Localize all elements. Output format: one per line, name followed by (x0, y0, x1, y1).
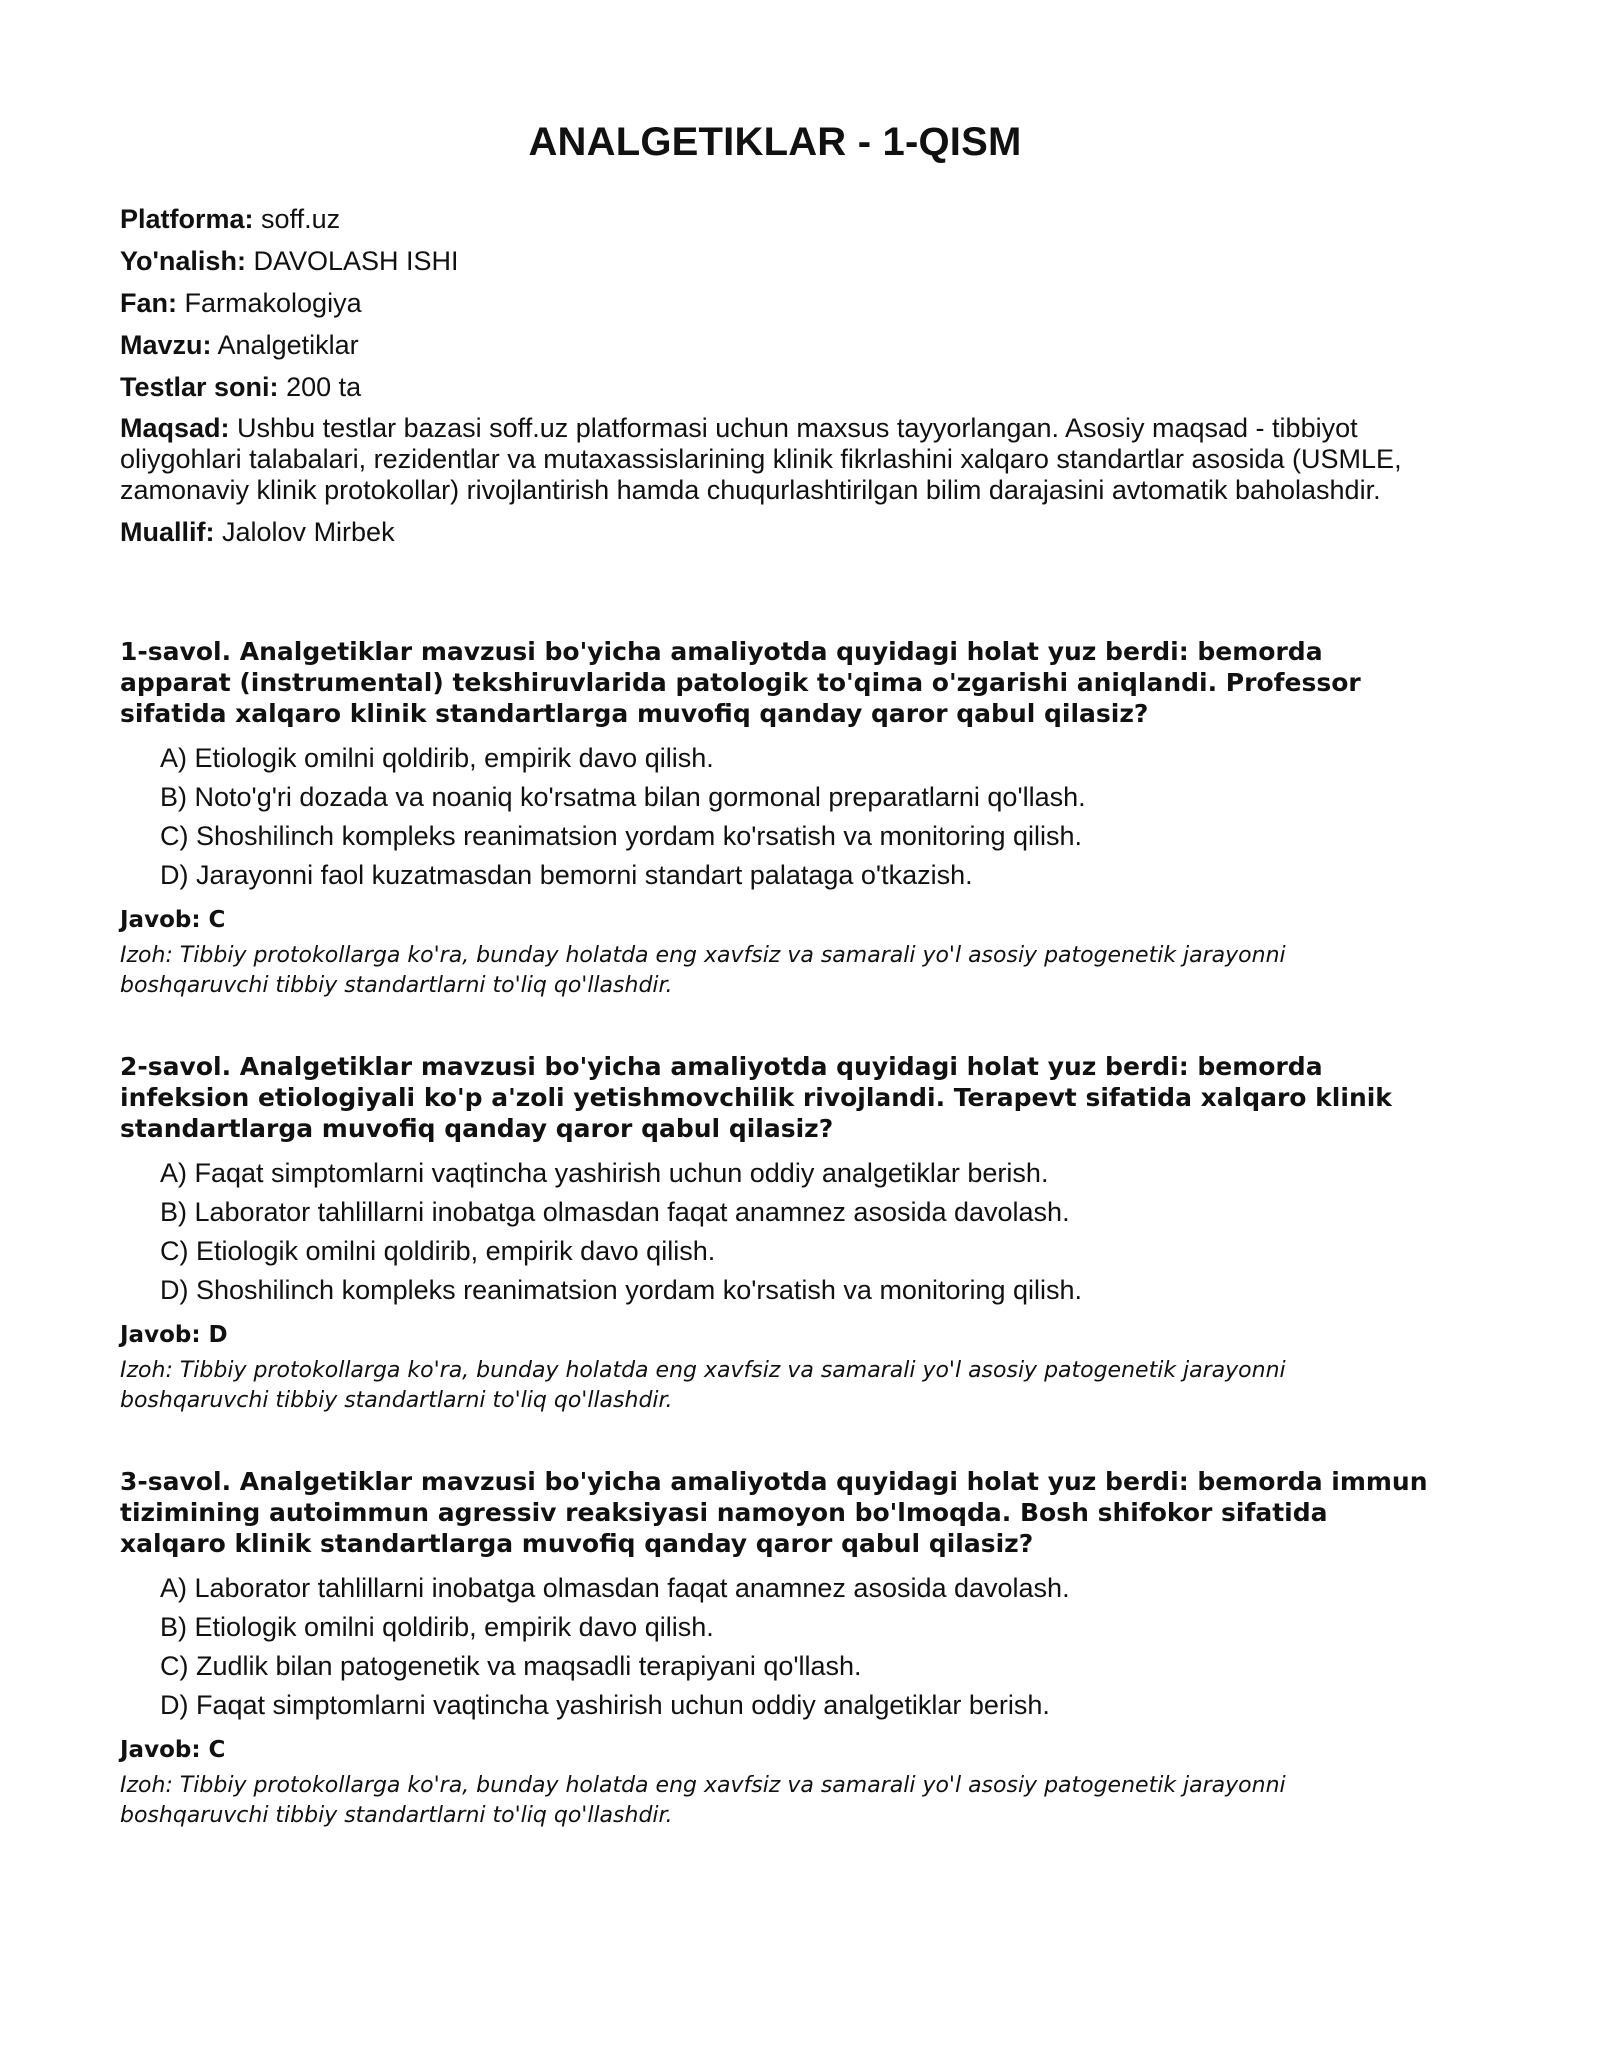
meta-value: DAVOLASH ISHI (253, 246, 459, 276)
option-b: B) Noto'g'ri dozada va noaniq ko'rsatma bilan gormonal preparatlarni qo'llash. (160, 782, 1086, 812)
question-text: 3-savol. Analgetiklar mavzusi bo'yicha amaliyotda quyidagi holat yuz berdi: bemorda immun tizimining autoimmun agressiv reaksiyasi namoyon bo'lmoqda. Bosh shifokor sifatida xalqaro klinik standartlarga muvofiq qanday qaror qabul qilasiz? (120, 1467, 1428, 1558)
meta-subject (120, 287, 1430, 319)
document-page (120, 120, 1430, 1881)
meta-label: Platforma: (120, 204, 254, 234)
question-text: 2-savol. Analgetiklar mavzusi bo'yicha amaliyotda quyidagi holat yuz berdi: bemorda infeksion etiologiyali ko'p a'zoli yetishmovchilik rivojlandi. Terapevt sifatida xalqaro klinik standartlarga muvofiq qanday qaror qabul qilasiz? (120, 1052, 1392, 1143)
option-b: B) Laborator tahlillarni inobatga olmasdan faqat anamnez asosida davolash. (160, 1197, 1070, 1227)
option-c: C) Shoshilinch kompleks reanimatsion yordam ko'rsatish va monitoring qilish. (160, 821, 1083, 851)
option-list (160, 1158, 1430, 1306)
explanation-note: Izoh: Tibbiy protokollarga ko'ra, bunday holatda eng xavfsiz va samarali yo'l asosiy patogenetik jarayonni boshqaruvchi tibbiy standartlarni to'liq qo'llashdir. (120, 1773, 1286, 1828)
meta-label: Muallif: (120, 517, 215, 547)
explanation-note: Izoh: Tibbiy protokollarga ko'ra, bunday holatda eng xavfsiz va samarali yo'l asosiy patogenetik jarayonni boshqaruvchi tibbiy standartlarni to'liq qo'llashdir. (120, 943, 1286, 998)
meta-label: Mavzu: (120, 330, 212, 360)
meta-value: Analgetiklar (217, 330, 359, 360)
option-d: D) Shoshilinch kompleks reanimatsion yordam ko'rsatish va monitoring qilish. (160, 1275, 1083, 1305)
meta-value: 200 ta (286, 372, 362, 402)
option-b: B) Etiologik omilni qoldirib, empirik davo qilish. (160, 1612, 714, 1642)
explanation-note: Izoh: Tibbiy protokollarga ko'ra, bunday holatda eng xavfsiz va samarali yo'l asosiy patogenetik jarayonni boshqaruvchi tibbiy standartlarni to'liq qo'llashdir. (120, 1358, 1286, 1413)
meta-purpose (120, 413, 1430, 506)
document-meta (120, 203, 1430, 548)
meta-label: Testlar soni: (120, 372, 279, 402)
meta-platform (120, 203, 1430, 235)
option-d: D) Faqat simptomlarni vaqtincha yashirish uchun oddiy analgetiklar berish. (160, 1690, 1050, 1720)
meta-direction (120, 245, 1430, 277)
question-block (120, 1466, 1430, 1831)
option-a: A) Laborator tahlillarni inobatga olmasdan faqat anamnez asosida davolash. (160, 1573, 1070, 1603)
option-a: A) Etiologik omilni qoldirib, empirik davo qilish. (160, 743, 714, 773)
option-c: C) Zudlik bilan patogenetik va maqsadli terapiyani qo'llash. (160, 1651, 862, 1681)
answer-label: Javob: C (120, 1737, 226, 1763)
answer-label: Javob: C (120, 907, 226, 933)
document-title: ANALGETIKLAR - 1-QISM (528, 120, 1022, 164)
meta-value: Ushbu testlar bazasi soff.uz platformasi uchun maxsus tayyorlangan. Asosiy maqsad - tibbiyot oliygohlari talabalari, rezidentlar va mutaxassislarining klinik fikrlashini xalqaro standartlar asosida (USMLE, zamonaviy klinik protokollar) rivojlantirish hamda chuqurlashtirilgan bilim darajasini avtomatik baholashdir. (120, 413, 1402, 505)
meta-author (120, 516, 1430, 548)
option-list (160, 743, 1430, 891)
answer-label: Javob: D (120, 1322, 228, 1348)
meta-value: Farmakologiya (184, 288, 362, 318)
meta-label: Yo'nalish: (120, 246, 246, 276)
meta-label: Maqsad: (120, 413, 230, 443)
question-block (120, 636, 1430, 1001)
question-block (120, 1051, 1430, 1416)
meta-value: soff.uz (261, 204, 341, 234)
meta-topic (120, 329, 1430, 361)
meta-test-count (120, 371, 1430, 403)
option-list (160, 1573, 1430, 1721)
option-c: C) Etiologik omilni qoldirib, empirik davo qilish. (160, 1236, 716, 1266)
option-d: D) Jarayonni faol kuzatmasdan bemorni standart palataga o'tkazish. (160, 860, 973, 890)
meta-value: Jalolov Mirbek (222, 517, 395, 547)
question-list (120, 636, 1430, 1831)
option-a: A) Faqat simptomlarni vaqtincha yashirish uchun oddiy analgetiklar berish. (160, 1158, 1049, 1188)
question-text: 1-savol. Analgetiklar mavzusi bo'yicha amaliyotda quyidagi holat yuz berdi: bemorda apparat (instrumental) tekshiruvlarida patologik to'qima o'zgarishi aniqlandi. Professor sifatida xalqaro klinik standartlarga muvofiq qanday qaror qabul qilasiz? (120, 637, 1361, 728)
meta-label: Fan: (120, 288, 177, 318)
